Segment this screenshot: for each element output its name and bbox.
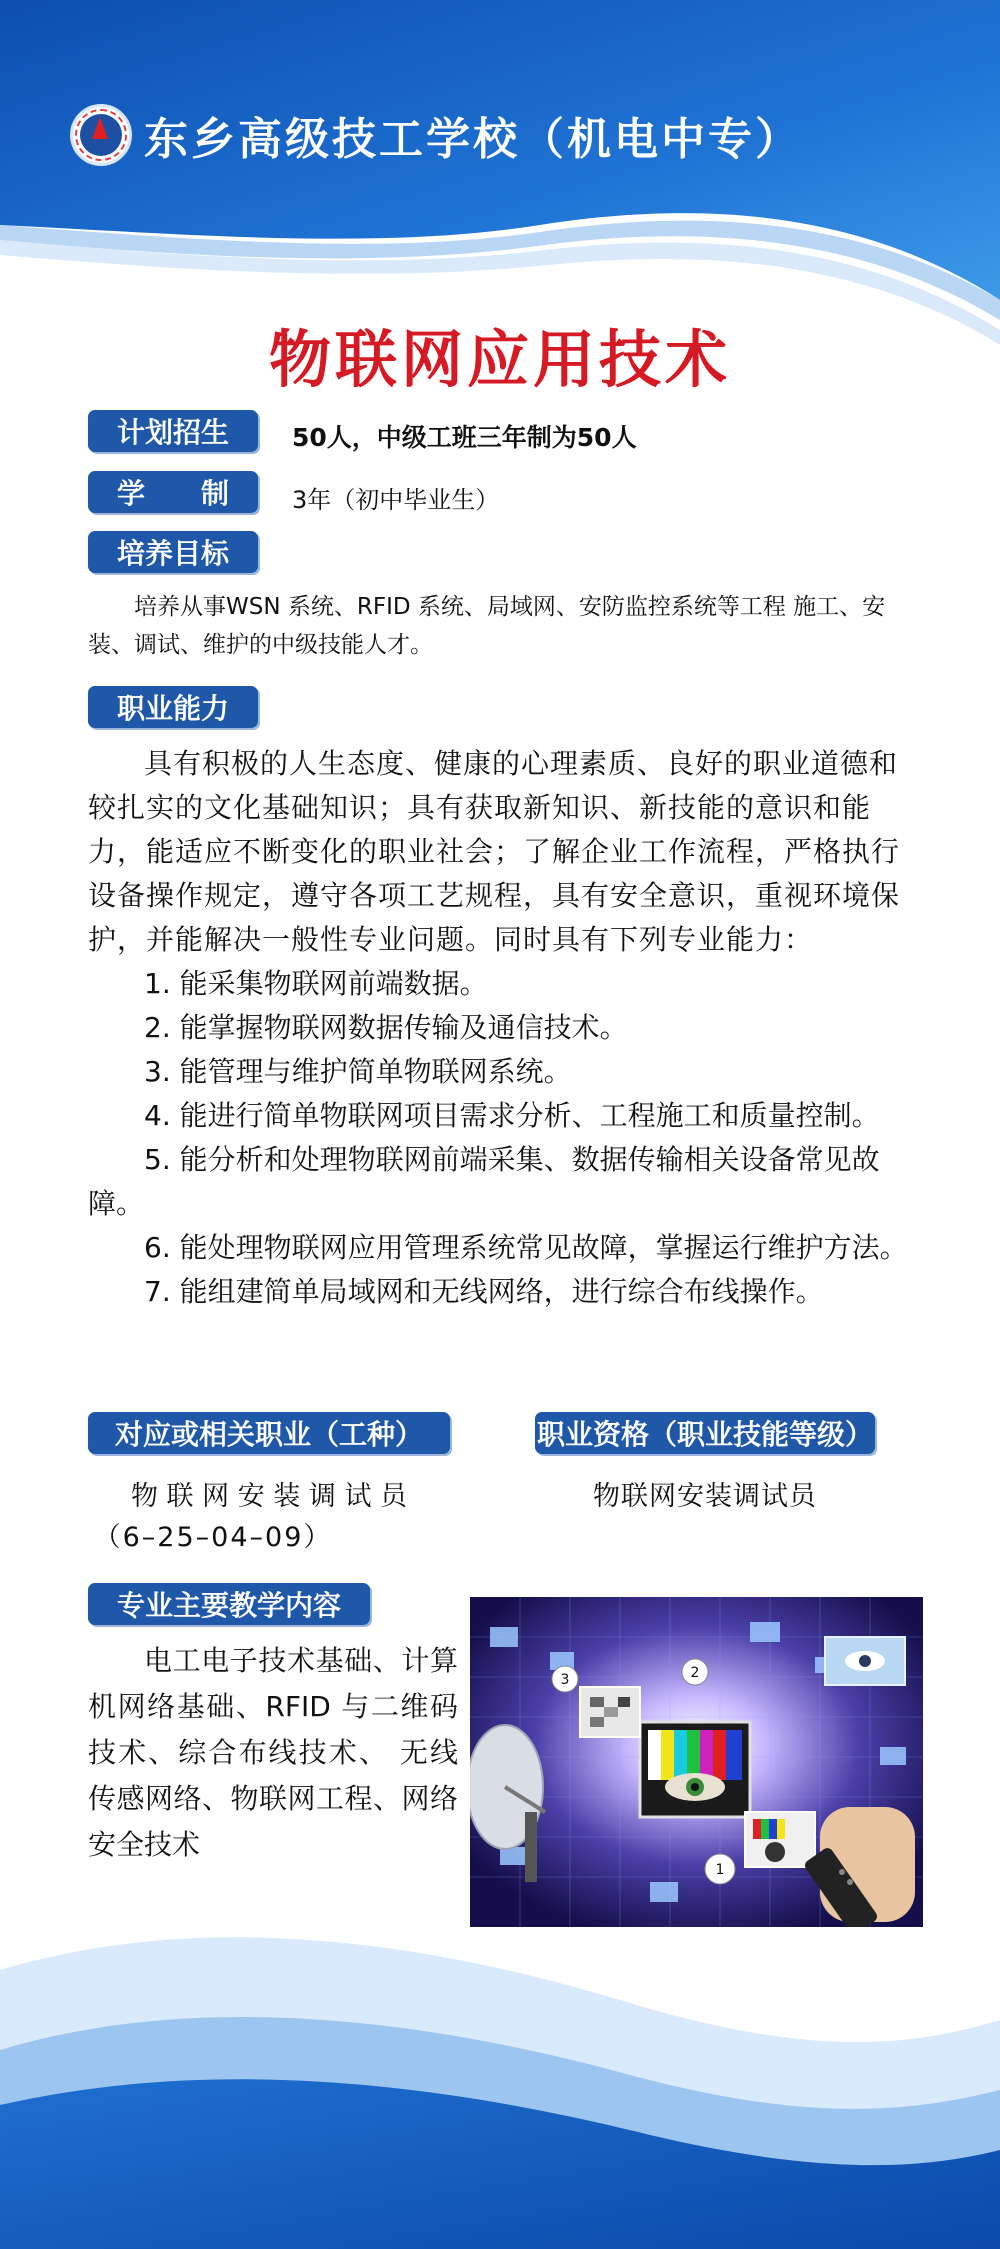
- ability-item: 7. 能组建简单局域网和无线网络，进行综合布线操作。: [144, 1275, 824, 1308]
- tv-test-pattern: [640, 1722, 750, 1817]
- ability-item: 1. 能采集物联网前端数据。: [144, 967, 488, 1000]
- ability-label: 职业能力: [88, 686, 258, 728]
- goal-label: 培养目标: [88, 531, 258, 573]
- iot-illustration: [470, 1597, 923, 1927]
- ability-item: 5. 能分析和处理物联网前端采集、数据传输相关设备常见故障。: [88, 1143, 880, 1220]
- school-header: [70, 100, 802, 170]
- duration-label: 学 制: [88, 471, 258, 513]
- enrollment-label: 计划招生: [88, 410, 258, 452]
- occupation-code: （6–25–04–09）: [93, 1522, 333, 1553]
- goal-text-block: [88, 588, 918, 664]
- badge-3: 3: [560, 1672, 570, 1688]
- content-label: 专业主要教学内容: [88, 1583, 370, 1625]
- school-logo-icon: [70, 104, 132, 166]
- occupation-label: 对应或相关职业（工种）: [88, 1412, 450, 1454]
- ability-item: 6. 能处理物联网应用管理系统常见故障，掌握运行维护方法。: [144, 1231, 908, 1264]
- goal-text: 培养从事WSN 系统、RFID 系统、局域网、安防监控系统等工程 施工、安装、调试、维护的中级技能人才。: [88, 594, 886, 658]
- ability-item: 2. 能掌握物联网数据传输及通信技术。: [144, 1011, 628, 1044]
- school-name: 东乡高级技工学校（机电中专）: [144, 114, 802, 165]
- content-text: 电工电子技术基础、计算机网络基础、RFID 与二维码技术、综合布线技术、 无线传感网络、物联网工程、网络安全技术: [88, 1644, 458, 1861]
- page-title: 物联网应用技术: [268, 323, 731, 396]
- occupation-name: 物 联 网 安 装 调 试 员: [130, 1481, 408, 1512]
- ability-intro: 具有积极的人生态度、健康的心理素质、良好的职业道德和较扎实的文化基础知识；具有获取新知识、新技能的意识和能力，能适应不断变化的职业社会；了解企业工作流程，严格执行设备操作规定，遵守各项工艺规程，具有安全意识，重视环境保护，并能解决一般性专业问题。同时具有下列专业能力：: [88, 747, 901, 956]
- eye-screen-icon: [825, 1637, 905, 1685]
- pixelated-screen: [580, 1687, 640, 1737]
- duration-value: 3年（初中毕业生）: [292, 486, 500, 514]
- badge-1: 1: [715, 1862, 725, 1878]
- ability-item: 4. 能进行简单物联网项目需求分析、工程施工和质量控制。: [144, 1099, 880, 1132]
- enrollment-value: 50人，中级工班三年制为50人: [292, 423, 637, 452]
- small-test-screen: [745, 1812, 815, 1867]
- qualification-value: 物联网安装调试员: [593, 1481, 817, 1512]
- badge-2: 2: [690, 1665, 700, 1681]
- qualification-label: 职业资格（职业技能等级）: [535, 1412, 875, 1454]
- ability-item: 3. 能管理与维护简单物联网系统。: [144, 1055, 572, 1088]
- ability-text-block: [88, 742, 923, 1314]
